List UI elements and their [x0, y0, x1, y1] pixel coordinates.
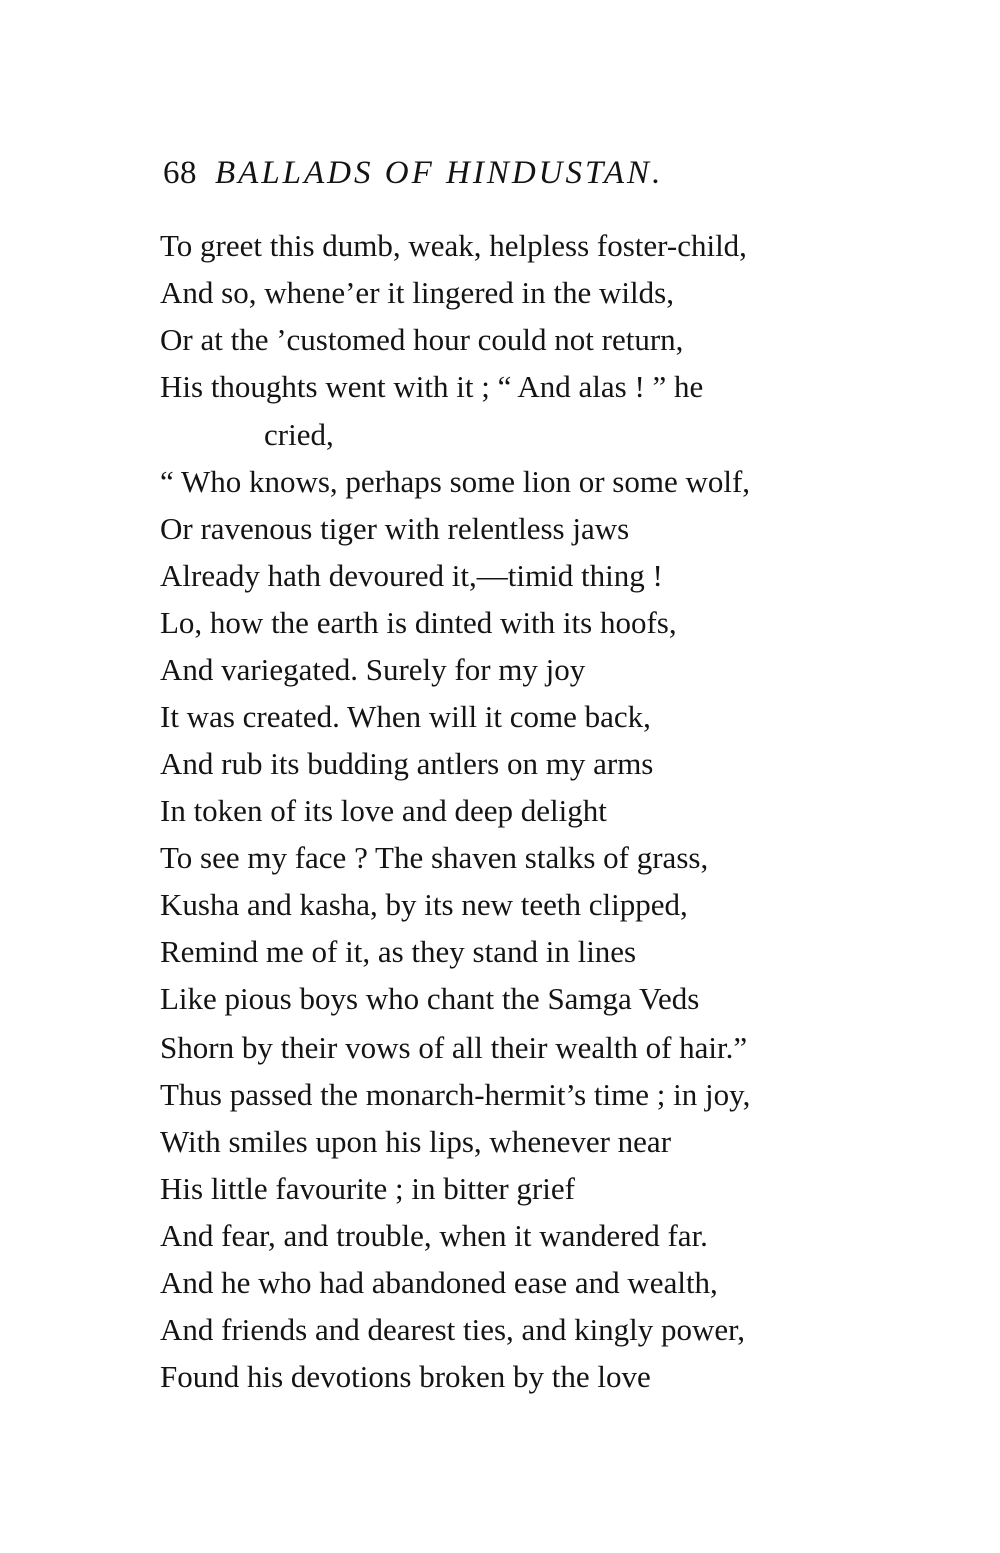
poem-line: And variegated. Surely for my joy	[160, 652, 586, 687]
poem-line: His thoughts went with it ; “ And alas ! ” he	[160, 369, 704, 404]
poem-line: Shorn by their vows of all their wealth of hair.”	[160, 1030, 748, 1065]
running-title: BALLADS OF HINDUSTAN.	[215, 155, 664, 191]
poem-line: And friends and dearest ties, and kingly power,	[160, 1312, 746, 1347]
poem-line: Or at the ’customed hour could not return,	[160, 322, 684, 357]
poem-line: Like pious boys who chant the Samga Veds	[160, 981, 700, 1016]
poem-line: With smiles upon his lips, whenever near	[160, 1124, 672, 1159]
poem-line: And so, whene’er it lingered in the wilds,	[160, 275, 674, 310]
poem-line: His little favourite ; in bitter grief	[160, 1171, 575, 1206]
poem-line: And fear, and trouble, when it wandered far.	[160, 1218, 708, 1253]
poem-line: Already hath devoured it,—timid thing !	[160, 558, 663, 593]
poem-line: Remind me of it, as they stand in lines	[160, 934, 637, 969]
poem-line: Found his devotions broken by the love	[160, 1359, 651, 1394]
poem-line-continuation: cried,	[264, 417, 334, 452]
poem-line: To see my face ? The shaven stalks of grass,	[160, 840, 709, 875]
page-number: 68	[163, 155, 197, 191]
poem-line: In token of its love and deep delight	[160, 793, 607, 828]
poem-line: Or ravenous tiger with relentless jaws	[160, 511, 630, 546]
poem-line: And he who had abandoned ease and wealth,	[160, 1265, 718, 1300]
poem-line: “ Who knows, perhaps some lion or some wolf,	[160, 464, 751, 499]
page-header	[163, 151, 663, 195]
poem-line: Thus passed the monarch-hermit’s time ; in joy,	[160, 1077, 751, 1112]
poem-line: Kusha and kasha, by its new teeth clipped,	[160, 887, 688, 922]
poem-line: It was created. When will it come back,	[160, 699, 651, 734]
poem-line: Lo, how the earth is dinted with its hoofs,	[160, 605, 677, 640]
poem-line: To greet this dumb, weak, helpless foster-child,	[160, 228, 747, 263]
poem-line: And rub its budding antlers on my arms	[160, 746, 654, 781]
